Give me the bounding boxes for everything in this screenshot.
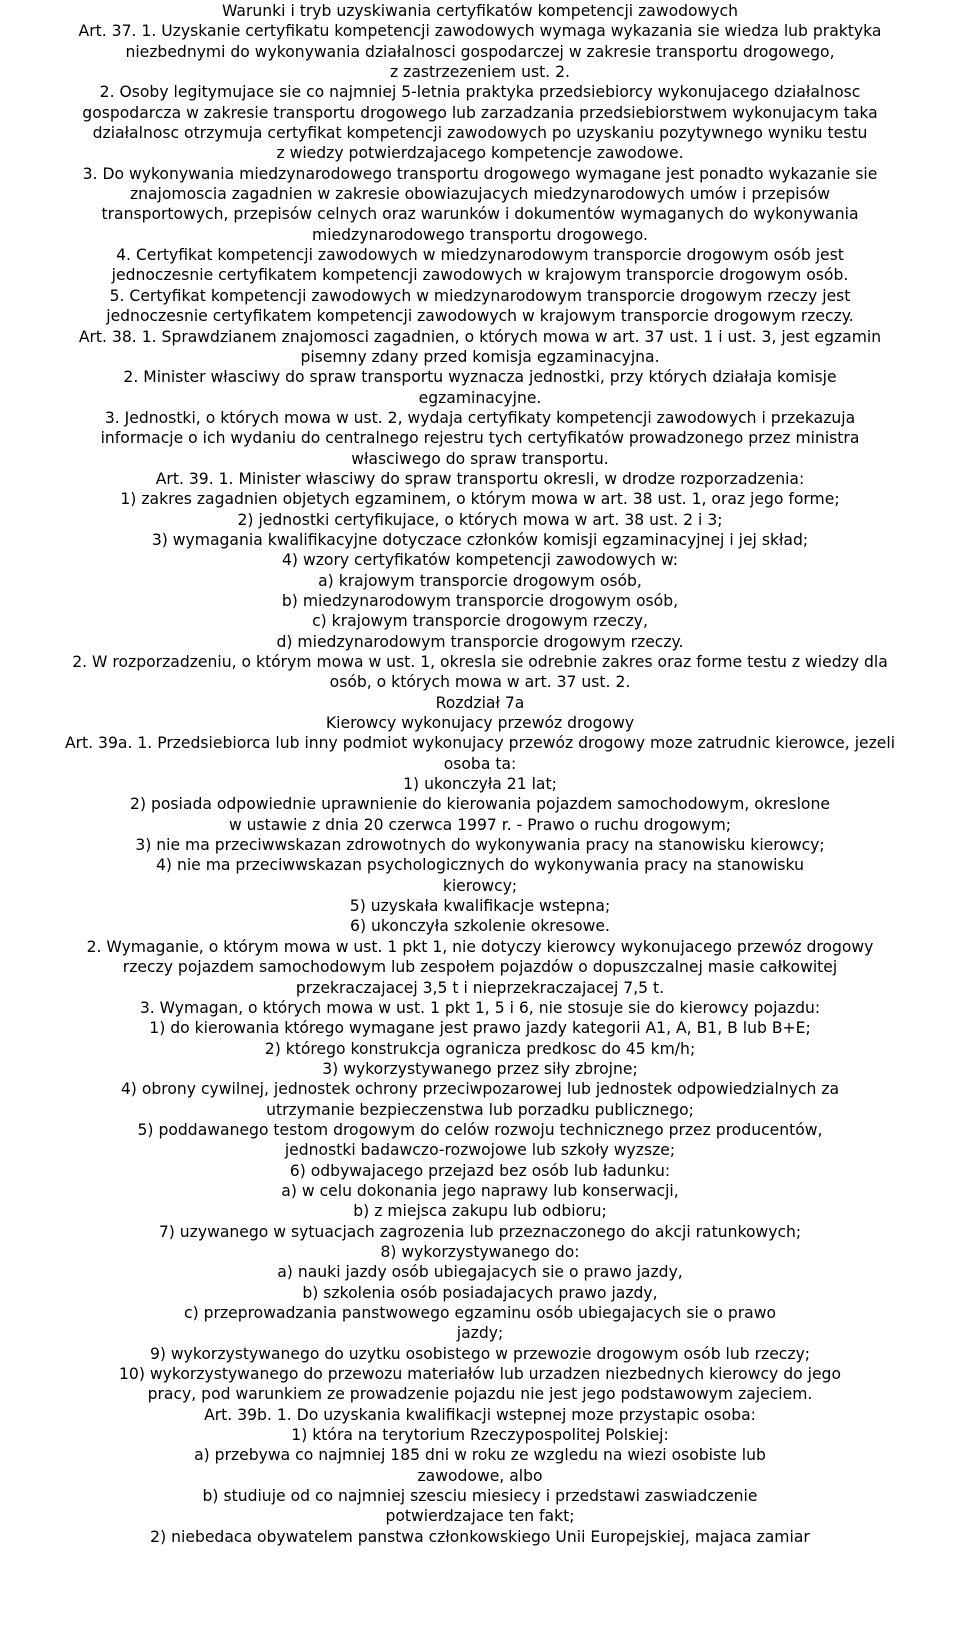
- document-line: 7) uzywanego w sytuacjach zagrozenia lub przeznaczonego do akcji ratunkowych;: [158, 1222, 802, 1241]
- document-line: informacje o ich wydaniu do centralnego rejestru tych certyfikatów prowadzonego przez ministra: [100, 429, 860, 448]
- document-line: b) miedzynarodowym transporcie drogowym osób,: [281, 591, 679, 610]
- document-line: działalnosc otrzymuja certyfikat kompetencji zawodowych po uzyskaniu pozytywnego wyniku testu: [92, 124, 868, 143]
- document-line: gospodarcza w zakresie transportu drogowego lub zarzadzania przedsiebiorstwem wykonujacym taka: [82, 103, 878, 122]
- document-line: Art. 39a. 1. Przedsiebiorca lub inny podmiot wykonujacy przewóz drogowy moze zatrudnic kierowce, jezeli: [64, 734, 896, 753]
- document-line: Art. 39. 1. Minister własciwy do spraw transportu okresli, w drodze rozporzadzenia:: [155, 469, 805, 488]
- document-line: 3. Jednostki, o których mowa w ust. 2, wydaja certyfikaty kompetencji zawodowych i przekazuja: [104, 408, 856, 427]
- document-line: Art. 38. 1. Sprawdzianem znajomosci zagadnien, o których mowa w art. 37 ust. 1 i ust. 3, jest egzamin: [78, 327, 882, 346]
- document-line: d) miedzynarodowym transporcie drogowym rzeczy.: [276, 632, 684, 651]
- document-line: z zastrzezeniem ust. 2.: [390, 63, 570, 82]
- document-line: Rozdział 7a: [435, 693, 525, 712]
- document-line: 2. Wymaganie, o którym mowa w ust. 1 pkt 1, nie dotyczy kierowcy wykonujacego przewóz drogowy: [86, 937, 874, 956]
- document-line: a) krajowym transporcie drogowym osób,: [318, 571, 642, 590]
- document-line: transportowych, przepisów celnych oraz warunków i dokumentów wymaganych do wykonywania: [101, 205, 859, 224]
- document-line: niezbednymi do wykonywania działalnosci gospodarczej w zakresie transportu drogowego,: [125, 42, 835, 61]
- document-line: 6) ukonczyła szkolenie okresowe.: [350, 917, 610, 936]
- document-line: pracy, pod warunkiem ze prowadzenie pojazdu nie jest jego podstawowym zajeciem.: [147, 1385, 813, 1404]
- document-line: jazdy;: [456, 1324, 504, 1343]
- document-line: 3) nie ma przeciwwskazan zdrowotnych do wykonywania pracy na stanowisku kierowcy;: [135, 836, 825, 855]
- document-line: 1) do kierowania którego wymagane jest prawo jazdy kategorii A1, A, B1, B lub B+E;: [149, 1019, 811, 1038]
- document-line: miedzynarodowego transportu drogowego.: [312, 225, 648, 244]
- document-line: własciwego do spraw transportu.: [351, 449, 609, 468]
- document-line: utrzymanie bezpieczenstwa lub porzadku publicznego;: [266, 1100, 694, 1119]
- document-line: jednoczesnie certyfikatem kompetencji zawodowych w krajowym transporcie drogowym rzeczy.: [106, 307, 854, 326]
- document-line: 3. Do wykonywania miedzynarodowego transportu drogowego wymagane jest ponadto wykazanie sie: [82, 164, 878, 183]
- document-line: 2. Minister własciwy do spraw transportu wyznacza jednostki, przy których działaja komisje: [123, 368, 837, 387]
- document-line: 2) jednostki certyfikujace, o których mowa w art. 38 ust. 2 i 3;: [237, 510, 723, 529]
- document-line: b) szkolenia osób posiadajacych prawo jazdy,: [302, 1283, 658, 1302]
- document-line: kierowcy;: [442, 876, 518, 895]
- document-line: rzeczy pojazdem samochodowym lub zespołem pojazdów o dopuszczalnej masie całkowitej: [122, 958, 838, 977]
- document-line: z wiedzy potwierdzajacego kompetencje zawodowe.: [276, 144, 684, 163]
- document-line: pisemny zdany przed komisja egzaminacyjna.: [300, 347, 660, 366]
- document-line: c) przeprowadzania panstwowego egzaminu osób ubiegajacych sie o prawo: [184, 1304, 776, 1322]
- document-line: 3. Wymagan, o których mowa w ust. 1 pkt 1, 5 i 6, nie stosuje sie do kierowcy pojazdu:: [139, 998, 821, 1017]
- document-line: 4) nie ma przeciwwskazan psychologicznych do wykonywania pracy na stanowisku: [155, 856, 804, 875]
- document-line: 6) odbywajacego przejazd bez osób lub ładunku:: [289, 1161, 671, 1180]
- document-line: w ustawie z dnia 20 czerwca 1997 r. - Prawo o ruchu drogowym;: [228, 815, 732, 834]
- document-line: 2. Osoby legitymujace sie co najmniej 5-letnia praktyka przedsiebiorcy wykonujacego działalnosc: [99, 83, 861, 102]
- document-line: c) krajowym transporcie drogowym rzeczy,: [312, 612, 648, 631]
- document-line: 1) ukonczyła 21 lat;: [403, 775, 557, 794]
- document-line: egzaminacyjne.: [418, 388, 542, 407]
- document-line: osób, o których mowa w art. 37 ust. 2.: [329, 673, 631, 692]
- document-line: a) przebywa co najmniej 185 dni w roku ze wzgledu na wiezi osobiste lub: [194, 1446, 766, 1465]
- document-line: Warunki i tryb uzyskiwania certyfikatów kompetencji zawodowych: [221, 2, 738, 20]
- document-line: 10) wykorzystywanego do przewozu materiałów lub urzadzen niezbednych kierowcy do jego: [119, 1365, 841, 1384]
- document-line: a) w celu dokonania jego naprawy lub konserwacji,: [281, 1181, 679, 1200]
- document-line: osoba ta:: [443, 754, 517, 773]
- document-line: 8) wykorzystywanego do:: [380, 1242, 580, 1261]
- document-line: b) studiuje od co najmniej szesciu miesiecy i przedstawi zaswiadczenie: [202, 1487, 758, 1506]
- document-line: 2) niebedaca obywatelem panstwa członkowskiego Unii Europejskiej, majaca zamiar: [150, 1527, 810, 1546]
- document-line: 5. Certyfikat kompetencji zawodowych w miedzynarodowym transporcie drogowym rzeczy jest: [109, 286, 851, 305]
- document-line: 2) którego konstrukcja ogranicza predkosc do 45 km/h;: [264, 1039, 696, 1058]
- document-line: potwierdzajace ten fakt;: [385, 1507, 575, 1526]
- document-line: 9) wykorzystywanego do uzytku osobistego w przewozie drogowym osób lub rzeczy;: [149, 1344, 811, 1363]
- document-line: 3) wykorzystywanego przez siły zbrojne;: [322, 1059, 638, 1078]
- document-line: 2. W rozporzadzeniu, o którym mowa w ust. 1, okresla sie odrebnie zakres oraz forme testu z wiedzy dla: [72, 653, 888, 671]
- document-line: 4) wzory certyfikatów kompetencji zawodowych w:: [282, 551, 678, 570]
- document-line: 4) obrony cywilnej, jednostek ochrony przeciwpozarowej lub jednostek odpowiedzialnych za: [120, 1080, 840, 1099]
- document-line: 3) wymagania kwalifikacyjne dotyczace członków komisji egzaminacyjnej i jej skład;: [151, 530, 809, 549]
- document-line: Kierowcy wykonujacy przewóz drogowy: [325, 714, 635, 733]
- document-line: 5) poddawanego testom drogowym do celów rozwoju technicznego przez producentów,: [137, 1120, 823, 1139]
- document-line: b) z miejsca zakupu lub odbioru;: [353, 1202, 607, 1221]
- document-line: 2) posiada odpowiednie uprawnienie do kierowania pojazdem samochodowym, okreslone: [130, 795, 830, 814]
- document-line: 4. Certyfikat kompetencji zawodowych w miedzynarodowym transporcie drogowym osób jest: [116, 246, 844, 265]
- document-line: Art. 37. 1. Uzyskanie certyfikatu kompetencji zawodowych wymaga wykazania sie wiedza lub praktyka: [78, 22, 882, 41]
- document-line: zawodowe, albo: [417, 1466, 543, 1485]
- document-line: jednostki badawczo-rozwojowe lub szkoły wyzsze;: [284, 1141, 676, 1160]
- document-line: 1) która na terytorium Rzeczypospolitej Polskiej:: [291, 1426, 669, 1445]
- document-line: przekraczajacej 3,5 t i nieprzekraczajacej 7,5 t.: [295, 978, 665, 997]
- document-line: jednoczesnie certyfikatem kompetencji zawodowych w krajowym transporcie drogowym osób.: [111, 266, 849, 285]
- document-line: 5) uzyskała kwalifikacje wstepna;: [349, 897, 611, 916]
- document-line: znajomoscia zagadnien w zakresie obowiazujacych miedzynarodowych umów i przepisów: [129, 185, 831, 204]
- document-line: Art. 39b. 1. Do uzyskania kwalifikacji wstepnej moze przystapic osoba:: [204, 1405, 756, 1424]
- document-line: a) nauki jazdy osób ubiegajacych sie o prawo jazdy,: [277, 1263, 683, 1282]
- document-line: 1) zakres zagadnien objetych egzaminem, o którym mowa w art. 38 ust. 1, oraz jego forme;: [120, 490, 840, 509]
